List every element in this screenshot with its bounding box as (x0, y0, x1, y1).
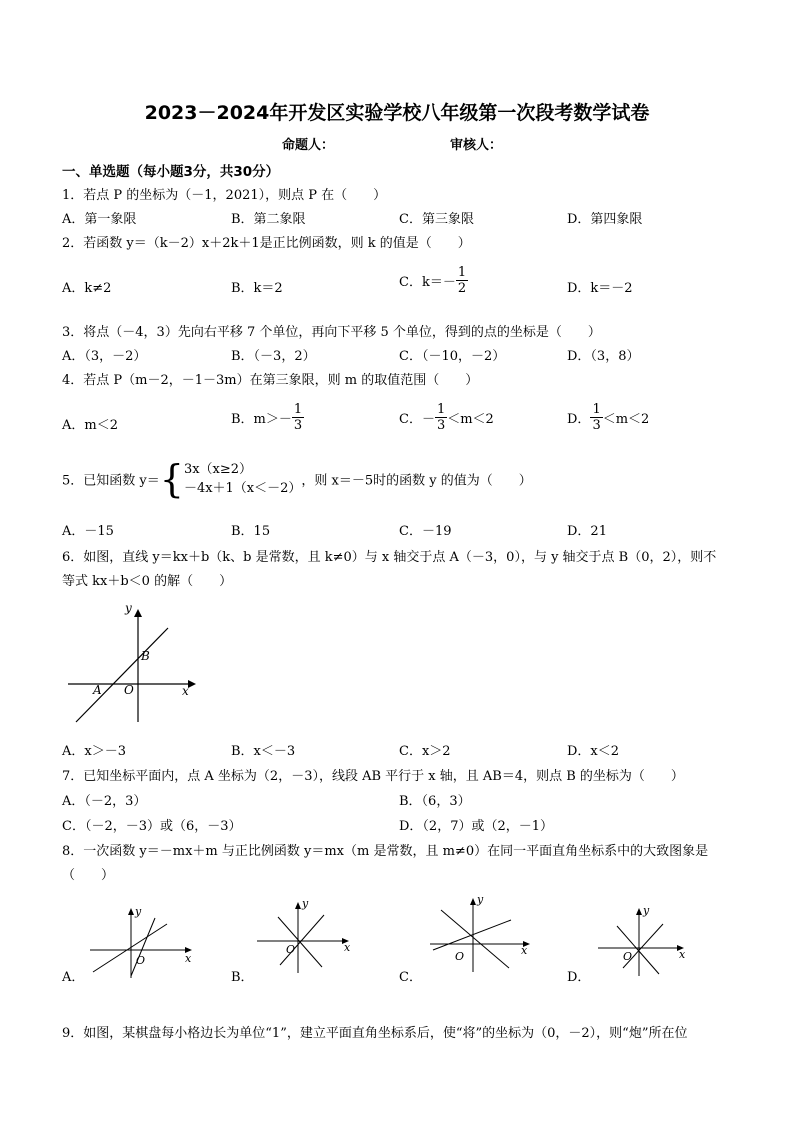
q7-option-a: A．（－2，3） (62, 794, 147, 809)
q6-option-b: B．x＜－3 (231, 744, 296, 759)
q6-option-c: C．x＞2 (399, 744, 451, 759)
q5-option-b: B．15 (231, 524, 271, 539)
q2-option-c-text: C．k＝－ (399, 275, 456, 290)
q8-option-d: D． (567, 970, 591, 985)
q4-option-c (399, 402, 494, 433)
inequality-tail: ＜m＜2 (447, 412, 494, 427)
y-axis-arrow (636, 908, 642, 915)
q8-graph-a (85, 902, 200, 980)
x-axis-arrow (188, 680, 196, 688)
q1-option-b: B．第二象限 (231, 212, 306, 227)
q7-option-d: D．（2，7）或（2，－1） (399, 819, 554, 834)
origin-label: O (455, 950, 465, 963)
fraction-denominator: 3 (293, 418, 303, 433)
q4-option-d (567, 402, 649, 433)
y-axis-label: y (302, 897, 309, 910)
q2-option-b: B．k＝2 (231, 281, 283, 296)
piecewise-function (184, 460, 301, 498)
line-2 (131, 918, 155, 976)
q7-option-b: B．（6，3） (399, 794, 471, 809)
fraction (292, 402, 304, 433)
q5-option-d: D．21 (567, 524, 607, 539)
x-axis-label: x (182, 684, 189, 698)
inequality-tail: ＜m＜2 (602, 412, 650, 427)
q4-option-b-text: B．m＞－ (231, 412, 292, 427)
origin-label: O (124, 683, 134, 697)
line-1 (93, 924, 167, 972)
q8-option-b: B． (231, 970, 254, 985)
y-axis-arrow (470, 898, 476, 905)
fraction (435, 402, 447, 433)
line-2 (280, 915, 324, 965)
q1-option-d: D．第四象限 (567, 212, 643, 227)
fraction-numerator: 1 (592, 402, 601, 417)
y-axis-arrow (295, 902, 301, 909)
question-8-line-1: 8．一次函数 y＝－mx＋m 与正比例函数 y＝mx（m 是常数，且 m≠0）在同一平面直角坐标系中的大致图象是 (62, 844, 709, 859)
origin-label: O (623, 950, 633, 963)
q8-graph-c (425, 890, 540, 975)
exam-title: 2023－2024年开发区实验学校八年级第一次段考数学试卷 (144, 102, 650, 124)
q6-option-d: D．x＜2 (567, 744, 620, 759)
q4-option-d-text: D． (567, 412, 591, 427)
line-2 (433, 920, 511, 950)
origin-label: O (286, 943, 296, 956)
x-axis-label: x (679, 948, 686, 961)
fraction-denominator: 2 (457, 281, 467, 296)
fraction-numerator: 1 (457, 265, 467, 280)
question-9-stem: 9．如图，某棋盘每小格边长为单位“1”，建立平面直角坐标系后，使“将”的坐标为（0，－2），则“炮”所在位 (62, 1026, 688, 1041)
q4-option-b (231, 402, 304, 433)
y-axis-arrow (134, 609, 142, 617)
y-axis-arrow (128, 908, 134, 915)
question-6-line-2: 等式 kx＋b＜0 的解（ ） (62, 574, 233, 589)
piece-2: －4x＋1（x＜－2） (183, 481, 302, 496)
origin-label: O (136, 954, 146, 967)
fraction-denominator: 3 (436, 418, 446, 433)
reviewer-label: 审核人： (450, 138, 503, 153)
point-a-label: A (93, 683, 102, 697)
y-axis-label: y (643, 904, 650, 917)
q8-option-c: C． (399, 970, 422, 985)
question-2-stem: 2．若函数 y＝（k－2）x＋2k＋1是正比例函数，则 k 的值是（ ） (62, 236, 471, 251)
x-axis-label: x (185, 952, 192, 965)
fraction-numerator: 1 (293, 402, 303, 417)
q1-option-c: C．第三象限 (399, 212, 474, 227)
y-axis-label: y (477, 893, 484, 906)
y-axis-label: y (135, 905, 142, 918)
q1-option-a: A．第一象限 (62, 212, 137, 227)
q4-option-c-text: C．－ (399, 412, 435, 427)
line-y-kx-b (76, 628, 168, 722)
fraction (590, 402, 602, 433)
q4-option-a: A．m＜2 (62, 418, 118, 433)
q8-graph-d (593, 900, 693, 978)
question-6-line-1: 6．如图，直线 y＝kx＋b（k、b 是常数，且 k≠0）与 x 轴交于点 A（－3，0），与 y 轴交于点 B（0，2），则不 (62, 550, 717, 565)
q8-graph-b (252, 895, 367, 975)
q3-option-c: C．（－10，－2） (399, 349, 506, 364)
section-heading: 一、单选题（每小题3分，共30分） (62, 164, 280, 180)
question-5-stem (62, 457, 532, 501)
q6-option-a: A．x＞－3 (62, 744, 126, 759)
q3-option-a: A．（3，－2） (62, 349, 147, 364)
q3-option-b: B．（－3，2） (231, 349, 316, 364)
y-axis-label: y (125, 601, 132, 615)
q5-option-a: A．－15 (62, 524, 114, 539)
left-brace: { (159, 457, 184, 501)
point-b-label: B (141, 649, 150, 663)
piece-1: 3x（x≥2） (183, 462, 253, 477)
question-8-line-2: （ ） (62, 868, 115, 883)
x-axis-label: x (521, 944, 528, 957)
q2-option-d: D．k＝－2 (567, 281, 633, 296)
q3-option-d: D．（3，8） (567, 349, 640, 364)
author-label: 命题人： (282, 138, 335, 153)
q6-graph (60, 600, 200, 725)
q7-option-c: C．（－2，－3）或（6，－3） (62, 819, 242, 834)
q2-option-c (399, 265, 468, 296)
question-1-stem: 1．若点 P 的坐标为（－1，2021），则点 P 在（ ） (62, 188, 387, 203)
q2-option-a: A．k≠2 (62, 281, 112, 296)
fraction-numerator: 1 (436, 402, 446, 417)
q5-option-c: C．－19 (399, 524, 452, 539)
q5-suffix: ，则 x＝－5时的函数 y 的值为（ ） (301, 473, 532, 489)
q5-prefix: 5．已知函数 y＝ (62, 473, 160, 489)
q8-option-a: A． (62, 970, 85, 985)
question-3-stem: 3．将点（－4，3）先向右平移 7 个单位，再向下平移 5 个单位，得到的点的坐标是（ ） (62, 325, 601, 340)
line-1 (441, 910, 509, 968)
fraction (456, 265, 468, 296)
question-7-stem: 7．已知坐标平面内，点 A 坐标为（2，－3），线段 AB 平行于 x 轴，且 AB＝4，则点 B 的坐标为（ ） (62, 769, 684, 784)
x-axis-label: x (344, 941, 351, 954)
fraction-denominator: 3 (592, 418, 601, 433)
question-4-stem: 4．若点 P（m－2，－1－3m）在第三象限，则 m 的取值范围（ ） (62, 373, 479, 388)
